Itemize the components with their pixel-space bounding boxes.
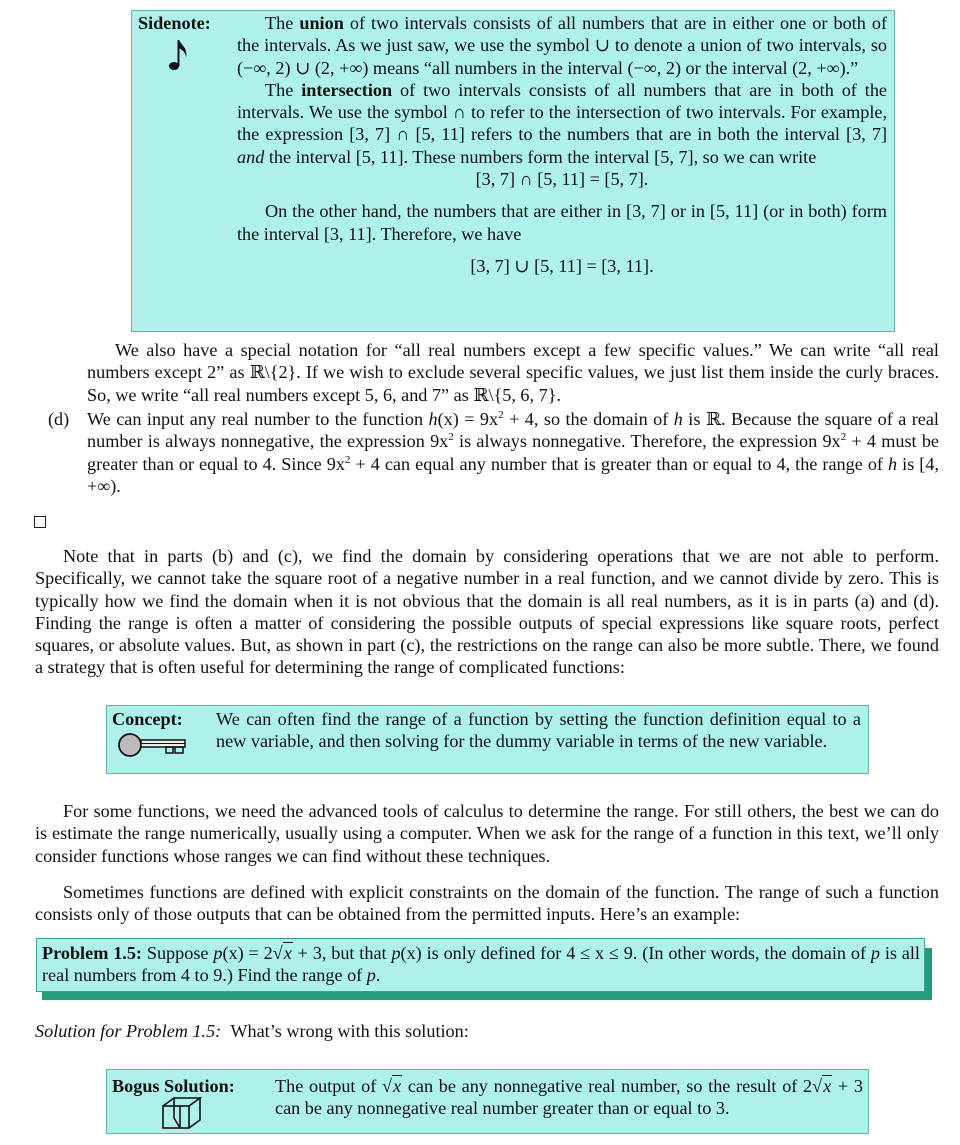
- text: x: [823, 1076, 832, 1096]
- text: The: [265, 13, 300, 33]
- text: 2: [448, 431, 454, 444]
- open-box-icon: [160, 1096, 204, 1130]
- text: h: [673, 409, 683, 429]
- text: is always nonnegative. Therefore, the expression 9x: [453, 431, 841, 452]
- text: Sometimes functions are defined with explicit constraints on the domain of the function. The range of such a function consists only of those outputs that can be obtained from the permitted inputs. Here’s an example:: [35, 882, 939, 925]
- problem-label: Problem 1.5:: [42, 943, 142, 963]
- text: p: [391, 943, 401, 963]
- text: h: [428, 409, 438, 429]
- text: For some functions, we need the advanced tools of calculus to determine the range. For still others, the best we can do is estimate the range numerically, usually using a computer. When we ask for the range of a function in this text, we’ll only consider functions whose ranges we can find without these techniques.: [35, 801, 939, 866]
- text: We also have a special notation for “all real numbers except a few specific values.” We can write “all real numbers except 2” as ℝ\{2}. If we wish to exclude several specific values, we just list them inside the curly braces. So, we write “all real numbers except 5, 6, and 7” as ℝ\{5, 6, 7}.: [87, 340, 939, 405]
- note-paragraph: [35, 545, 939, 679]
- solution-title: Solution for Problem 1.5:: [35, 1021, 222, 1041]
- text: can be any nonnegative real number, so the result of 2: [402, 1076, 813, 1096]
- text: + 4, so the domain of: [503, 409, 674, 429]
- text: is ℝ. Because the square of a real number is always nonnegative, the expression 9x: [87, 409, 939, 452]
- problem-text: [42, 942, 920, 987]
- equation-intersection: [3, 7] ∩ [5, 11] = [5, 7].: [475, 169, 649, 190]
- text: of two intervals consists of all numbers that are in either one or both of the intervals. As we just saw, we use the symbol ∪ to denote a union of two intervals, so (−∞, 2) ∪ (2, +∞) means “all numbers in the interval (−∞, 2) or the interval (2, +∞).”: [237, 13, 887, 78]
- square-root-symbol: √x: [272, 943, 292, 963]
- text: 2: [498, 409, 504, 421]
- text: x: [283, 943, 292, 963]
- text: 2: [344, 453, 351, 466]
- square-root-symbol: √x: [382, 1076, 402, 1096]
- text: (x) = 9x: [437, 409, 499, 429]
- sidenote-label: Sidenote:: [138, 13, 211, 33]
- concept-text: [216, 708, 861, 753]
- text: The output of: [275, 1076, 383, 1096]
- text: What’s wrong with this solution:: [230, 1021, 469, 1041]
- text: We can often find the range of a function by setting the function definition equal to a new variable, and then solving for the dummy variable in terms of the new variable.: [216, 709, 861, 752]
- square-root-symbol: √x: [812, 1076, 832, 1096]
- music-note-icon: [168, 38, 190, 72]
- text: 2: [840, 431, 847, 444]
- text: h: [888, 453, 898, 474]
- term-union: union: [299, 13, 344, 33]
- text: + 3, but that: [292, 943, 392, 963]
- concept-label: Concept:: [112, 709, 183, 729]
- part-d-marker: (d): [48, 409, 70, 429]
- equation-union: [3, 7] ∪ [5, 11] = [3, 11].: [470, 255, 654, 276]
- notation-paragraph: [87, 339, 939, 406]
- key-icon: [116, 731, 188, 759]
- text: On the other hand, the numbers that are either in [3, 7] or in [5, 11] (or in both) form the interval [3, 11]. Therefore, we have: [237, 201, 887, 244]
- term-intersection: intersection: [301, 79, 393, 100]
- text: is all real numbers from 4 to 9.) Find the range of: [42, 943, 920, 986]
- solution-heading: [35, 1020, 469, 1042]
- constraints-paragraph: [35, 881, 939, 926]
- text: + 3 can be any nonnegative real number greater than or equal to 3.: [275, 1076, 863, 1119]
- sidenote-body: [237, 12, 887, 277]
- text: the interval [5, 11]. These numbers form the interval [5, 7], so we can write: [264, 146, 817, 167]
- part-d-text: [87, 408, 939, 497]
- end-of-proof-square-icon: [34, 516, 46, 528]
- text: p: [366, 965, 376, 986]
- text: The: [265, 79, 302, 100]
- text: (x) = 2: [222, 943, 273, 963]
- text: and: [237, 146, 265, 167]
- calculus-paragraph: [35, 800, 939, 867]
- text: x: [393, 1076, 402, 1096]
- text: + 4 can equal any number that is greater than or equal to 4, the range of: [350, 453, 889, 474]
- text: + 4 must be greater than or equal to 4. Since 9x: [87, 431, 939, 474]
- text: is [4, +∞).: [87, 453, 939, 496]
- bogus-solution-text: [275, 1075, 863, 1120]
- text: Note that in parts (b) and (c), we find the domain by considering operations that we are not able to perform. Specifically, we cannot take the square root of a negative number in a real function, and we cannot divide by zero. This is typically how we find the domain when it is not obvious that the domain is all real numbers, as it is in parts (a) and (d). Finding the range is often a matter of considering the possible outputs of special expressions like square roots, perfect squares, or absolute values. But, as shown in part (c), the restrictions on the range can also be more subtle. There, we found a strategy that is often useful for determining the range of complicated functions:: [35, 546, 939, 678]
- text: We can input any real number to the function: [87, 409, 429, 429]
- text: Suppose: [141, 943, 214, 963]
- text: .: [375, 965, 381, 986]
- text: p: [870, 943, 880, 963]
- bogus-solution-label: Bogus Solution:: [112, 1076, 235, 1096]
- text: (x) is only defined for 4 ≤ x ≤ 9. (In other words, the domain of: [400, 943, 871, 963]
- text: p: [213, 943, 223, 963]
- text: of two intervals consists of all numbers that are in both of the intervals. We use the symbol ∩ to refer to the intersection of two intervals. For example, the expression [3, 7] ∩ [5, 11] refers to the numbers that are in both the interval [3, 7]: [237, 79, 887, 145]
